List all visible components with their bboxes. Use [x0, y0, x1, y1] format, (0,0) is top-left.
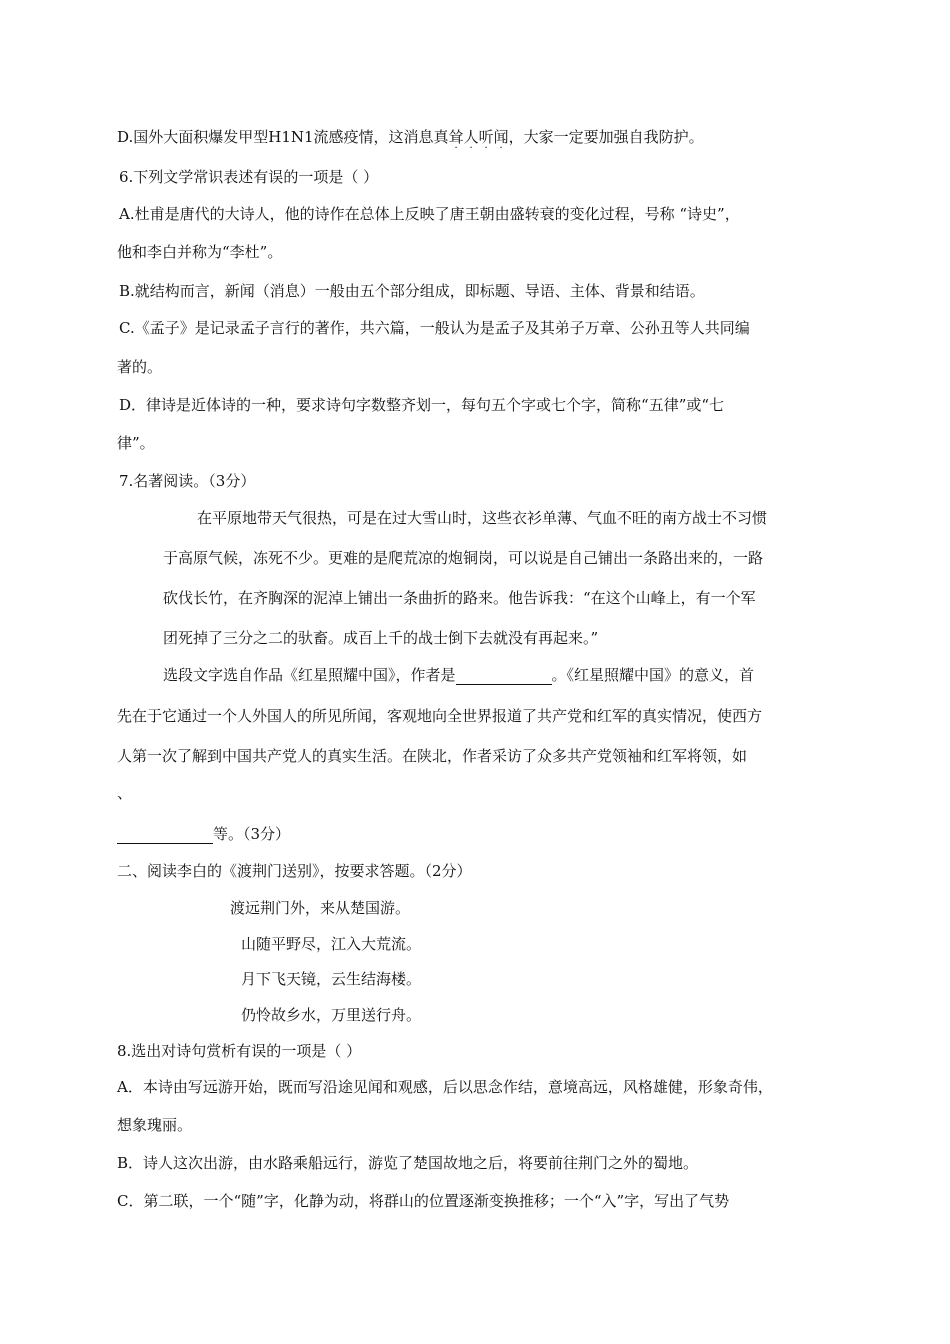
- question-8-stem: 8.选出对诗句赏析有误的一项是（ ）: [117, 1042, 362, 1060]
- poem-line: 山随平野尽，江入大荒流。: [241, 935, 422, 953]
- question-8-option-c: C．第二联，一个“随”字，化静为动，将群山的位置逐渐变换推移；一个“入”字，写出了气势: [117, 1192, 730, 1210]
- text-before-blank: 选段文字选自作品《红星照耀中国》，作者是: [163, 666, 456, 684]
- emphasized-char: 闻 ·: [493, 128, 509, 154]
- emphasized-char: 人 ·: [463, 128, 479, 154]
- emphasis-dot: ·: [484, 143, 488, 154]
- leaders-answer-blank[interactable]: [117, 827, 213, 844]
- question-6-stem: 6.下列文学常识表述有误的一项是（ ）: [119, 168, 379, 186]
- question-6-option-a: A.杜甫是唐代的大诗人，他的诗作在总体上反映了唐王朝由盛转衰的变化过程，号称 “诗史”，: [119, 205, 740, 223]
- poem-line: 渡远荆门外，来从楚国游。: [230, 899, 411, 917]
- question-7-text-line-3: 人第一次了解到中国共产党人的真实生活。在陕北，作者采访了众多共产党领袖和红军将领，如: [117, 747, 748, 765]
- excerpt-line: 在平原地带天气很热，可是在过大雪山时，这些衣衫单薄、气血不旺的南方战士不习惯: [197, 509, 768, 527]
- text-after-blank: 。《红星照耀中国》的意义，首: [551, 666, 755, 684]
- question-7-text-line-5: [117, 824, 290, 844]
- question-6-option-d: D．律诗是近体诗的一种，要求诗句字数整齐划一，每句五个字或七个字，简称“五律”或“七: [119, 396, 725, 414]
- question-5-option-d: [117, 127, 704, 154]
- emphasis-dot: ·: [454, 143, 458, 154]
- emphasized-char: 耸 ·: [448, 128, 464, 154]
- question-6-option-a-continued: 他和李白并称为“李杜”。: [117, 243, 283, 261]
- poem-line: 仍怜故乡水，万里送行舟。: [241, 1006, 422, 1024]
- question-7-text-line-1: [163, 665, 754, 685]
- question-6-option-c-continued: 著的。: [117, 358, 163, 376]
- question-6-option-d-continued: 律”。: [117, 434, 155, 452]
- question-8-option-b: B．诗人这次出游，由水路乘船远行，游览了楚国故地之后，将要前往荆门之外的蜀地。: [117, 1154, 699, 1172]
- question-6-option-c: C.《孟子》是记录孟子言行的著作，共六篇，一般认为是孟子及其弟子万章、公孙丑等人共同编: [119, 319, 750, 337]
- emphasized-char: 听 ·: [478, 128, 494, 154]
- emphasis-dot: ·: [469, 143, 473, 154]
- excerpt-line: 团死掉了三分之二的驮畜。成百上千的战士倒下去就没有再起来。”: [163, 629, 599, 647]
- question-8-option-a-continued: 想象瑰丽。: [117, 1116, 193, 1134]
- excerpt-line: 砍伐长竹，在齐胸深的泥淖上铺出一条曲折的路来。他告诉我：“在这个山峰上，有一个军: [163, 589, 756, 607]
- option-d-text-before: D.国外大面积爆发甲型H1N1流感疫情，这消息真: [117, 128, 449, 146]
- question-7-stem: 7.名著阅读。（3分）: [119, 472, 256, 490]
- question-7-text-line-2: 先在于它通过一个人外国人的所见所闻，客观地向全世界报道了共产党和红军的真实情况，使西方: [117, 707, 763, 725]
- poem-line: 月下飞天镜，云生结海楼。: [241, 970, 422, 988]
- author-answer-blank[interactable]: [456, 668, 552, 685]
- question-7-text-line-4: 、: [117, 784, 133, 802]
- emphasis-dot: ·: [499, 143, 503, 154]
- option-d-text-after: ，大家一定要加强自我防护。: [508, 128, 704, 146]
- part-2-heading: 二、阅读李白的《渡荆门送别》，按要求答题。（2分）: [117, 862, 472, 880]
- question-6-option-b: B.就结构而言，新闻（消息）一般由五个部分组成，即标题、导语、主体、背景和结语。: [119, 282, 705, 300]
- text-after-blank: 等。（3分）: [213, 825, 291, 843]
- excerpt-line: 于高原气候，冻死不少。更难的是爬荒凉的炮铜岗，可以说是自己铺出一条路出来的，一路: [163, 549, 764, 567]
- question-8-option-a: A．本诗由写远游开始，既而写沿途见闻和观感，后以思念作结，意境高远，风格雄健，形象奇伟，: [117, 1078, 773, 1096]
